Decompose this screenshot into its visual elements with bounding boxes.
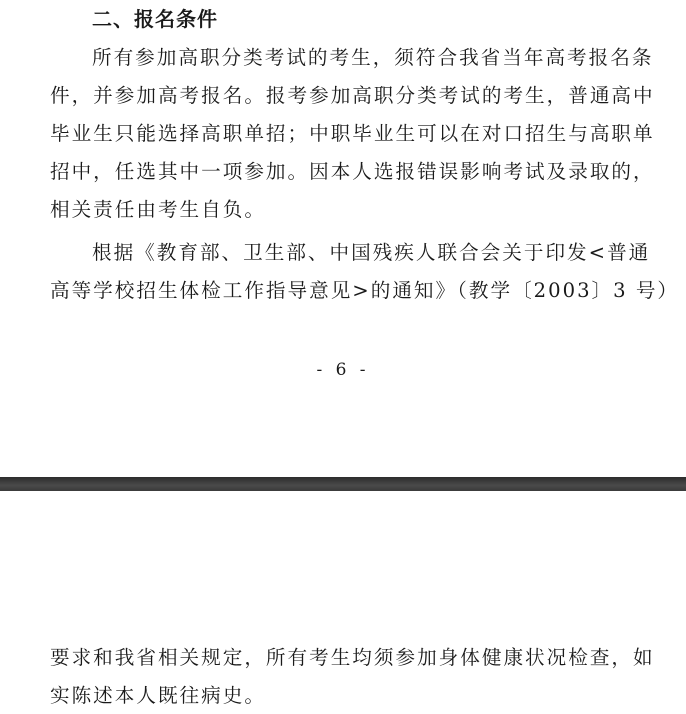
section-heading: 二、报名条件: [92, 7, 218, 31]
page-separator: [0, 477, 686, 491]
paragraph-2-line-1: 根据《教育部、卫生部、中国残疾人联合会关于印发<普通: [92, 241, 651, 264]
page-7-line-1: 要求和我省相关规定，所有考生均须参加身体健康状况检查，如: [50, 646, 655, 669]
page-number: - 6 -: [316, 360, 370, 380]
paragraph-1-line-4: 招中，任选其中一项参加。因本人选报错误影响考试及录取的，: [50, 160, 655, 183]
paragraph-2-line-2: 高等学校招生体检工作指导意见>的通知》（教学〔2003〕3 号）: [50, 279, 680, 302]
paragraph-1-line-3: 毕业生只能选择高职单招；中职毕业生可以在对口招生与高职单: [50, 122, 655, 145]
page-7-line-2: 实陈述本人既往病史。: [50, 684, 266, 707]
paragraph-1-line-2: 件，并参加高考报名。报考参加高职分类考试的考生，普通高中: [50, 84, 655, 107]
paragraph-1-line-5: 相关责任由考生自负。: [50, 198, 266, 221]
paragraph-1-line-1: 所有参加高职分类考试的考生，须符合我省当年高考报名条: [92, 46, 654, 69]
